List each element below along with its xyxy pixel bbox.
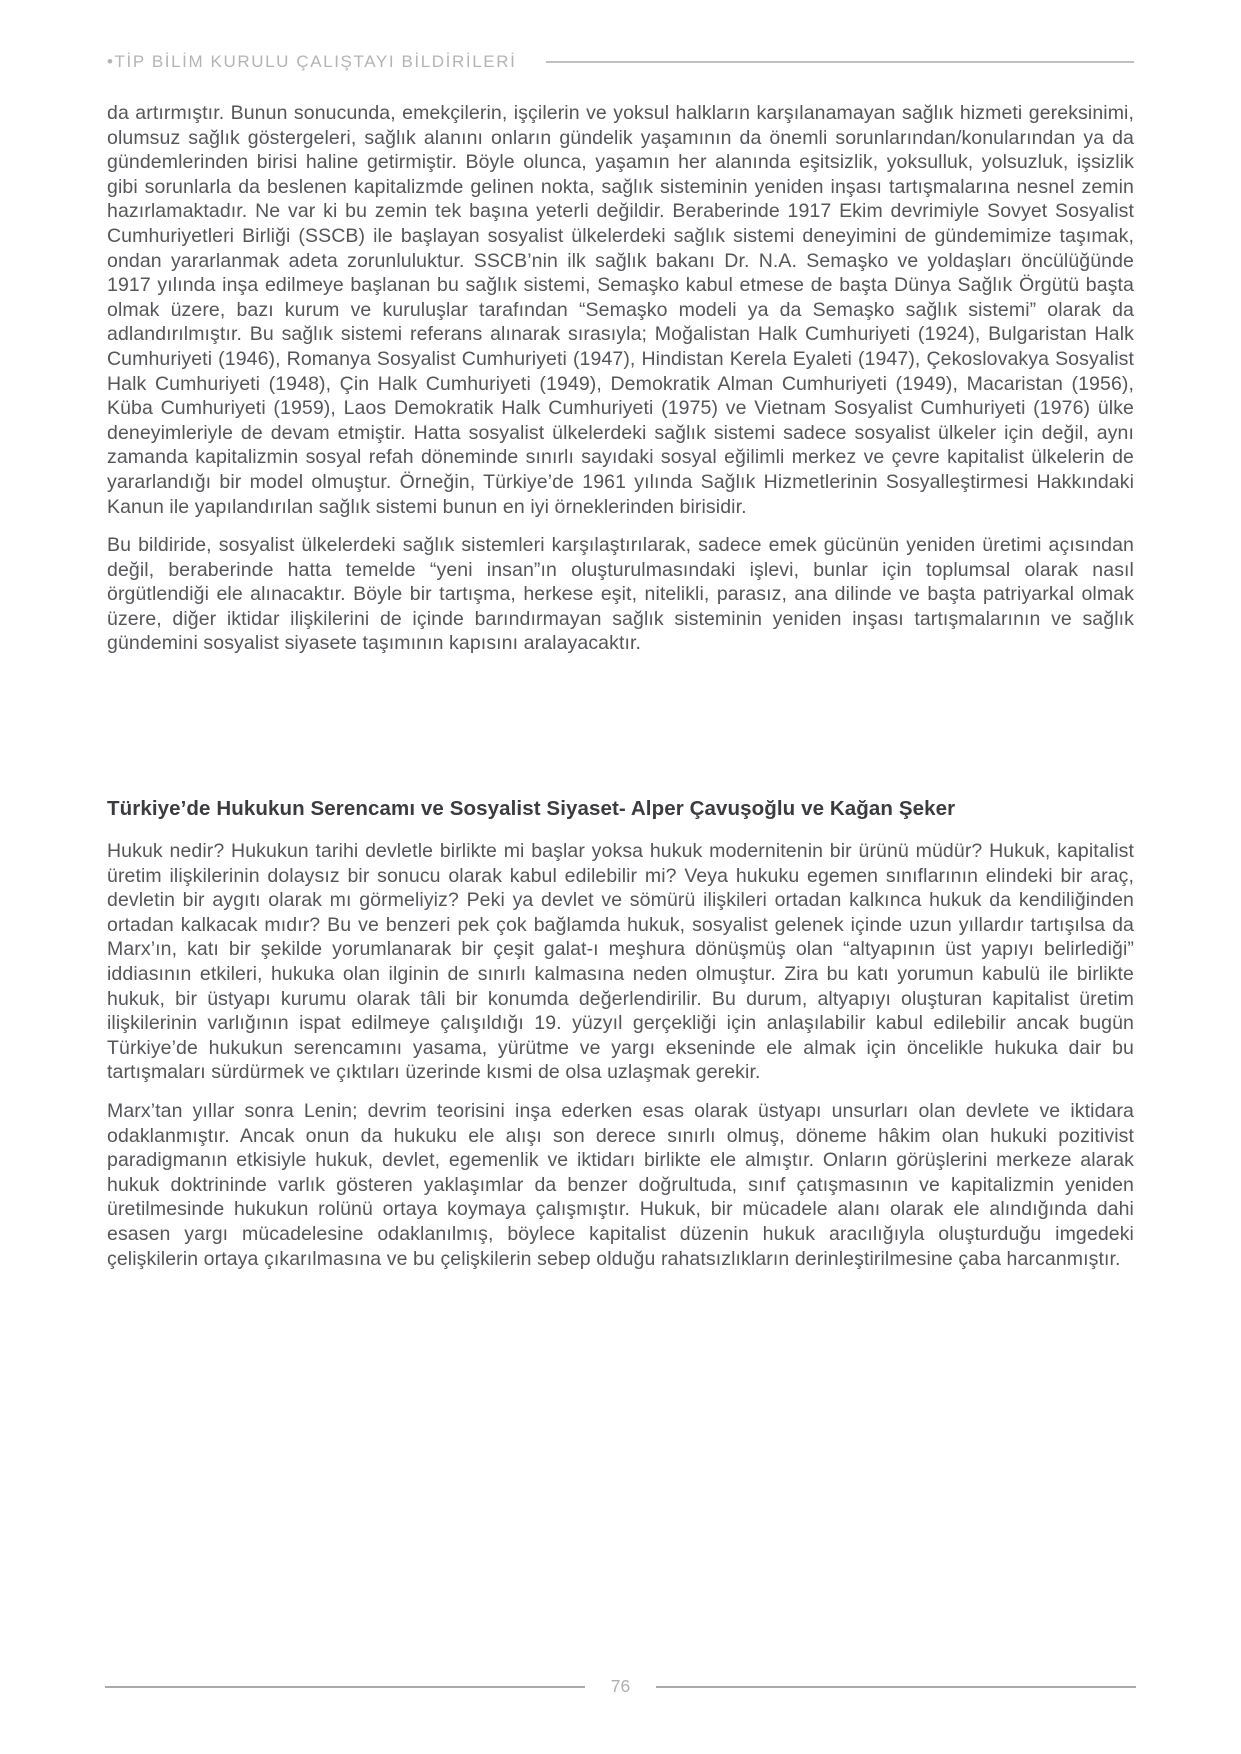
footer-left-rule (105, 1686, 585, 1688)
running-header-title: •TİP BİLİM KURULU ÇALIŞTAYI BİLDİRİLERİ (107, 52, 517, 71)
page-header (107, 52, 1134, 72)
paragraph-hukuk-nedir: Hukuk nedir? Hukukun tarihi devletle birlikte mi başlar yoksa hukuk modernitenin bir ürünü müdür? Hukuk, kapitalist üretim ilişkilerinin dolaysız bir sonucu olarak kabul edilebilir mi? Veya hukuku egemen sınıflarının elindeki bir araç, devletin bir aygıtı olarak mı görmeliyiz? Peki ya devlet ve sömürü ilişkileri ortadan kalkınca hukuk da kendiliğinden ortadan kalkacak mıdır? Bu ve benzeri pek çok bağlamda hukuk, sosyalist gelenek içinde uzun yıllardır tartışılsa da Marx’ın, katı bir şekilde yorumlanarak bir çeşit galat-ı meşhura dönüşmüş olan “altyapının üst yapıyı belirlediği” iddiasının etkileri, hukuka olan ilginin de sınırlı kalmasına neden olmuştur. Zira bu katı yorumun kabulü ile birlikte hukuk, bir üstyapı kurumu olarak tâli bir konumda değerlendirilir. Bu durum, altyapıyı oluşturan kapitalist üretim ilişkilerinin varlığının ispat edilmeye çalışıldığı 19. yüzyıl gerçekliği için anlaşılabilir kabul edilebilir ancak bugün Türkiye’de hukukun serencamını yasama, yürütme ve yargı ekseninde ele almak için öncelikle hukuka dair bu tartışmaları sürdürmek ve çıktıları üzerinde kısmi de olsa uzlaşmak gerekir. (107, 840, 1134, 1084)
section-heading-hukuk: Türkiye’de Hukukun Serencamı ve Sosyalist Siyaset- Alper Çavuşoğlu ve Kağan Şeker (107, 797, 956, 821)
page-footer (105, 1676, 1136, 1697)
footer-right-rule (656, 1686, 1136, 1688)
paragraph-marx-lenin: Marx’tan yıllar sonra Lenin; devrim teorisini inşa ederken esas olarak üstyapı unsurları olan devlete ve iktidara odaklanmıştır. Ancak onun da hukuku ele alışı son derece sınırlı olmuş, döneme hâkim olan hukuki pozitivist paradigmanın etkisiyle hukuk, devlet, egemenlik ve iktidarı birlikte ele almıştır. Onların görüşlerini merkeze alarak hukuk doktrininde varlık gösteren yaklaşımlar da benzer doğrultuda, sınıf çatışmasının ve kapitalizmin yeniden üretilmesinde hukukun rolünü ortaya koymaya çalışmıştır. Hukuk, bir mücadele alanı olarak ele alındığında dahi esasen yargı mücadelesine odaklanılmış, böylece kapitalist düzenin hukuk aracılığıyla oluşturduğu imgedeki çelişkilerin ortaya çıkarılmasına ve bu çelişkilerin sebep olduğu rahatsızlıkların derinleştirilmesine çaba harcanmıştır. (107, 1100, 1134, 1270)
header-divider-rule (546, 61, 1134, 63)
page-number: 76 (610, 1676, 631, 1696)
paragraph-health-systems: da artırmıştır. Bunun sonucunda, emekçilerin, işçilerin ve yoksul halkların karşılanamayan sağlık hizmeti gereksinimi, olumsuz sağlık göstergeleri, sağlık alanını onların gündelik yaşamının da önemli sorunlarından/konularından ya da gündemlerinden birisi haline getirmiştir. Böyle olunca, yaşamın her alanında eşitsizlik, yoksulluk, yolsuzluk, işsizlik gibi sorunlarla da beslenen kapitalizmde gelinen nokta, sağlık sisteminin yeniden inşası tartışmalarına nesnel zemin hazırlamaktadır. Ne var ki bu zemin tek başına yeterli değildir. Beraberinde 1917 Ekim devrimiyle Sovyet Sosyalist Cumhuriyetleri Birliği (SSCB) ile başlayan sosyalist ülkelerdeki sağlık sistemi deneyimini de gündemimize taşımak, ondan yararlanmak adeta zorunluluktur. SSCB’nin ilk sağlık bakanı Dr. N.A. Semaşko ve yoldaşları öncülüğünde 1917 yılında inşa edilmeye başlanan bu sağlık sistemi, Semaşko kabul etmese de başta Dünya Sağlık Örgütü başta olmak üzere, bazı kurum ve kuruluşlar tarafından “Semaşko modeli ya da Semaşko sağlık sistemi” olarak da adlandırılmıştır. Bu sağlık sistemi referans alınarak sırasıyla; Moğalistan Halk Cumhuriyeti (1924), Bulgaristan Halk Cumhuriyeti (1946), Romanya Sosyalist Cumhuriyeti (1947), Hindistan Kerela Eyaleti (1947), Çekoslovakya Sosyalist Halk Cumhuriyeti (1948), Çin Halk Cumhuriyeti (1949), Demokratik Alman Cumhuriyeti (1949), Macaristan (1956), Küba Cumhuriyeti (1959), Laos Demokratik Halk Cumhuriyeti (1975) ve Vietnam Sosyalist Cumhuriyeti (1976) ülke deneyimleriyle de devam etmiştir. Hatta sosyalist ülkelerdeki sağlık sistemi sadece sosyalist ülkeler için değil, aynı zamanda kapitalizmin sosyal refah döneminde sınırlı sayıdaki sosyal eğilimli merkez ve çevre kapitalist ülkelerin de yararlandığı bir model olmuştur. Örneğin, Türkiye’de 1961 yılında Sağlık Hizmetlerinin Sosyalleştirmesi Hakkındaki Kanun ile yapılandırılan sağlık sistemi bunun en iyi örneklerinden birisidir. (107, 102, 1134, 518)
page-body (107, 101, 1134, 1285)
paragraph-bildiri-scope: Bu bildiride, sosyalist ülkelerdeki sağlık sistemleri karşılaştırılarak, sadece emek gücünün yeniden üretimi açısından değil, beraberinde hatta temelde “yeni insan”ın oluşturulmasındaki işlevi, bunlar için toplumsal olarak nasıl örgütlendiği ele alınacaktır. Böyle bir tartışma, herkese eşit, nitelikli, parasız, ana dilinde ve başta patriyarkal olmak üzere, diğer iktidar ilişkilerini de içinde barındırmayan sağlık sisteminin yeniden inşası tartışmalarının ve sağlık gündemini sosyalist siyasete taşımının kapısını aralayacaktır. (107, 534, 1134, 655)
